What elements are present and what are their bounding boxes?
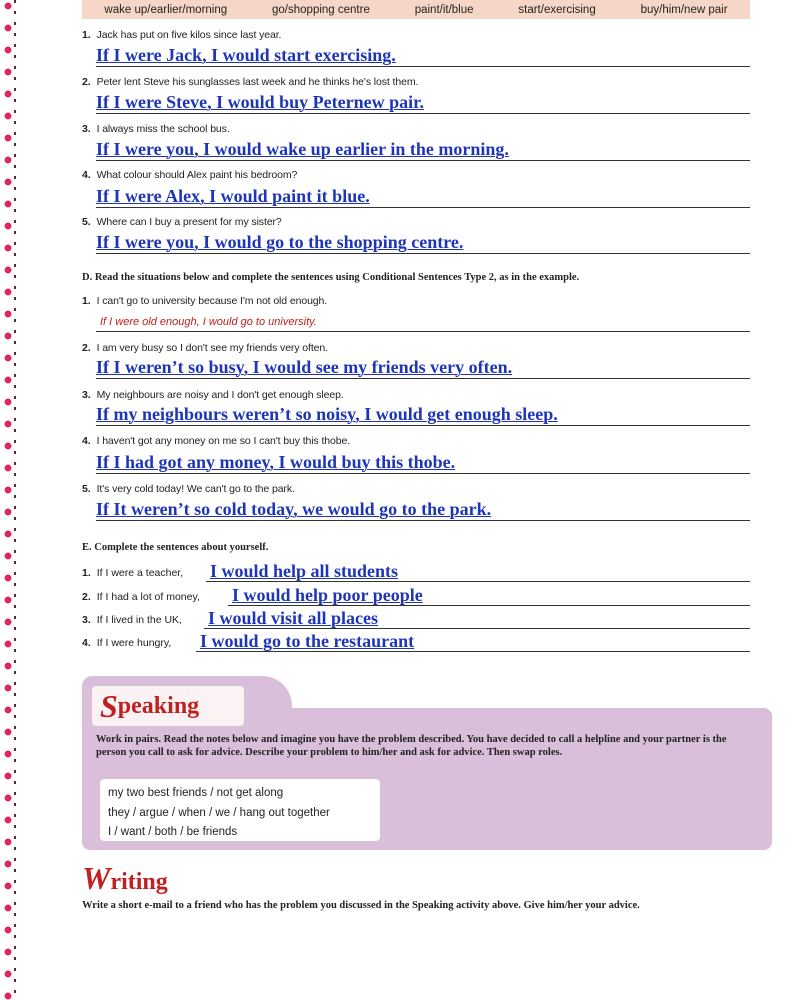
answer-d4[interactable]: If I had got any money, I would buy this thobe. bbox=[96, 452, 750, 474]
writing-title: Writing bbox=[82, 860, 168, 896]
word-box-item: paint/it/blue bbox=[414, 3, 474, 16]
word-box-item: buy/him/new pair bbox=[640, 3, 728, 16]
word-box-item: wake up/earlier/morning bbox=[104, 3, 228, 16]
question-c5: 5. Where can I buy a present for my sister? bbox=[82, 216, 282, 228]
answer-e2[interactable]: I would help poor people bbox=[228, 585, 750, 606]
word-box-item: start/exercising bbox=[518, 3, 596, 16]
question-d5: 5. It's very cold today! We can't go to the park. bbox=[82, 483, 295, 495]
sentence-e3: 3. If I lived in the UK, I would visit all places bbox=[82, 609, 750, 629]
answer-d2[interactable]: If I weren’t so busy, I would see my friends very often. bbox=[96, 357, 750, 379]
question-c4: 4. What colour should Alex paint his bedroom? bbox=[82, 169, 298, 181]
answer-c2[interactable]: If I were Steve, I would buy Peternew pair. bbox=[96, 92, 750, 114]
sentence-e2: 2. If I had a lot of money, I would help poor people bbox=[82, 586, 750, 606]
note-item: I / want / both / be friends bbox=[108, 826, 238, 838]
answer-e4[interactable]: I would go to the restaurant bbox=[196, 631, 750, 652]
note-item: they / argue / when / we / hang out together bbox=[108, 806, 330, 819]
answer-c1[interactable]: If I were Jack, I would start exercising. bbox=[96, 45, 750, 67]
question-d1: 1. I can't go to university because I'm not old enough. bbox=[82, 295, 328, 307]
answer-e3[interactable]: I would visit all places bbox=[204, 608, 750, 629]
speaking-notes bbox=[100, 779, 380, 841]
answer-d3[interactable]: If my neighbours weren’t so noisy, I would get enough sleep. bbox=[96, 404, 750, 426]
question-d4: 4. I haven't got any money on me so I can't buy this thobe. bbox=[82, 435, 351, 447]
answer-c5[interactable]: If I were you, I would go to the shopping centre. bbox=[96, 232, 750, 254]
section-d-heading: D. Read the situations below and complete the sentences using Conditional Sentences Type 2, as in the example. bbox=[82, 272, 580, 283]
answer-d5[interactable]: If It weren’t so cold today, we would go to the park. bbox=[96, 499, 750, 521]
sentence-e1: 1. If I were a teacher, I would help all students bbox=[82, 562, 750, 582]
question-c1: 1. Jack has put on five kilos since last year. bbox=[82, 29, 282, 41]
word-box bbox=[82, 0, 750, 19]
sentence-e4: 4. If I were hungry, I would go to the restaurant bbox=[82, 632, 750, 652]
speaking-title: S peaking bbox=[92, 686, 244, 726]
section-e-heading: E. Complete the sentences about yourself. bbox=[82, 542, 269, 553]
writing-instructions: Write a short e-mail to a friend who has the problem you discussed in the Speaking activity above. Give him/her your advice. bbox=[82, 900, 640, 911]
speaking-instructions: Work in pairs. Read the notes below and imagine you have the problem described. You have decided to call a helpline and your partner is the person you call to ask for advice. Describe your problem to him/her and ask for advice. Then swap roles. bbox=[96, 734, 727, 758]
answer-c3[interactable]: If I were you, I would wake up earlier in the morning. bbox=[96, 139, 750, 161]
question-c2: 2. Peter lent Steve his sunglasses last week and he thinks he's lost them. bbox=[82, 76, 419, 88]
question-d3: 3. My neighbours are noisy and I don't get enough sleep. bbox=[82, 389, 344, 401]
answer-d1-example: If I were old enough, I would go to university. bbox=[96, 314, 750, 332]
answer-c4[interactable]: If I were Alex, I would paint it blue. bbox=[96, 186, 750, 208]
word-box-item: go/shopping centre bbox=[272, 3, 370, 16]
question-d2: 2. I am very busy so I don't see my friends very often. bbox=[82, 342, 328, 354]
note-item: my two best friends / not get along bbox=[108, 787, 284, 799]
question-c3: 3. I always miss the school bus. bbox=[82, 123, 230, 135]
answer-e1[interactable]: I would help all students bbox=[206, 561, 750, 582]
